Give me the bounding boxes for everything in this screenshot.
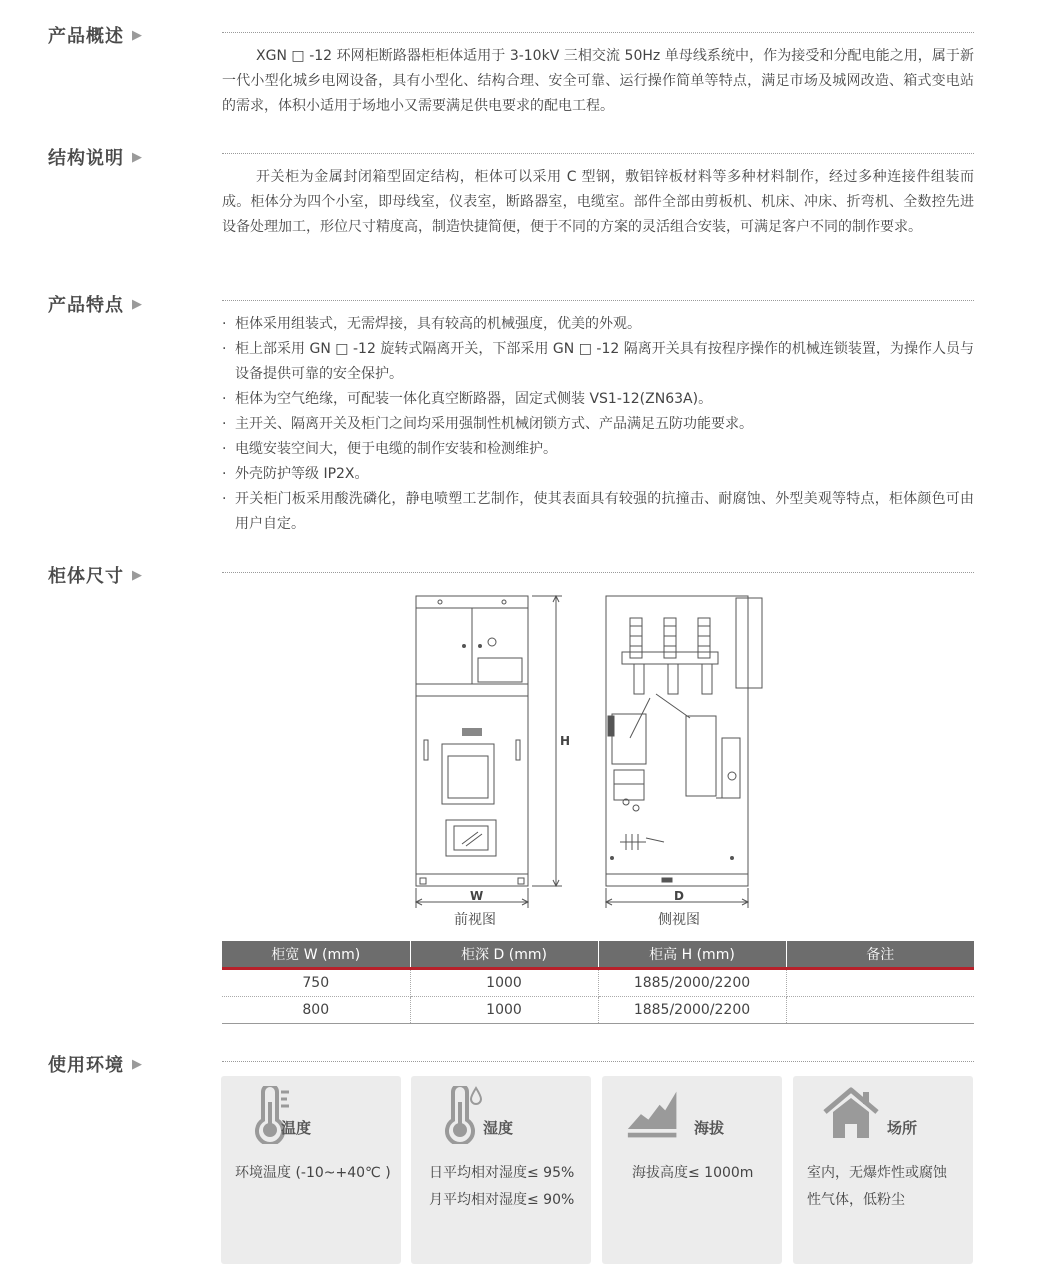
list-item: · 柜体采用组装式，无需焊接，具有较高的机械强度，优美的外观。 <box>222 316 641 332</box>
front-view-drawing <box>416 596 562 908</box>
divider <box>222 153 974 154</box>
chevron-right-icon: ▶ <box>132 1056 143 1072</box>
list-item: · 柜体为空气绝缘，可配装一体化真空断路器，固定式侧装 VS1-12(ZN63A)。 <box>222 391 713 407</box>
table-row <box>222 969 974 997</box>
env-card-label: 湿度 <box>483 1119 514 1137</box>
table-cell: 1000 <box>410 969 598 997</box>
section-title-text: 结构说明 <box>48 148 124 169</box>
features-list <box>222 312 974 537</box>
env-card-temperature <box>221 1076 401 1264</box>
side-view-caption: 侧视图 <box>658 912 700 928</box>
env-card-altitude <box>602 1076 782 1264</box>
table-header-cell: 柜高 H (mm) <box>598 941 786 969</box>
house-icon <box>823 1086 883 1144</box>
list-item: · 主开关、隔离开关及柜门之间均采用强制性机械闭锁方式、产品满足五防功能要求。 <box>222 416 753 432</box>
env-card-value: 环境温度 (-10~+40℃ ) <box>235 1165 391 1181</box>
env-card-value: 海拔高度≤ 1000m <box>632 1165 754 1181</box>
dimensions-table <box>222 941 974 1024</box>
section-title-text: 产品概述 <box>48 26 124 47</box>
divider <box>222 1061 974 1062</box>
section-title-environment <box>48 1051 143 1077</box>
cabinet-drawing <box>400 588 780 933</box>
section-title-dimensions <box>48 562 143 588</box>
list-item: · 柜上部采用 GN □ -12 旋转式隔离开关，下部采用 GN □ -12 隔离开关具有按程序操作的机械连锁装置，为操作人员与设备提供可靠的安全保护。 <box>222 341 974 382</box>
dimension-label-d: D <box>674 889 684 903</box>
table-cell: 1885/2000/2200 <box>598 969 786 997</box>
section-title-overview <box>48 22 143 48</box>
section-title-text: 柜体尺寸 <box>48 566 124 587</box>
humidity-icon <box>429 1086 489 1144</box>
env-card-label: 温度 <box>281 1119 312 1137</box>
chevron-right-icon: ▶ <box>132 296 143 312</box>
list-item: · 开关柜门板采用酸洗磷化，静电喷塑工艺制作，使其表面具有较强的抗撞击、耐腐蚀、外型美观等特点，柜体颜色可由用户自定。 <box>222 491 974 532</box>
front-view-caption: 前视图 <box>454 912 496 928</box>
env-card-value: 室内，无爆炸性或腐蚀 性气体，低粉尘 <box>807 1165 947 1208</box>
table-cell: 750 <box>222 969 410 997</box>
chevron-right-icon: ▶ <box>132 27 143 43</box>
mountain-icon <box>626 1086 682 1144</box>
table-cell: 1885/2000/2200 <box>598 997 786 1024</box>
divider <box>222 572 974 573</box>
chevron-right-icon: ▶ <box>132 567 143 583</box>
env-card-humidity <box>411 1076 591 1264</box>
env-card-label: 场所 <box>887 1119 918 1137</box>
list-item: · 外壳防护等级 IP2X。 <box>222 466 369 482</box>
overview-paragraph: XGN □ -12 环网柜断路器柜柜体适用于 3-10kV 三相交流 50Hz 单母线系统中，作为接受和分配电能之用，属于新一代小型化城乡电网设备，具有小型化、结构合理、安全可靠、运行操作简单等特点，满足市场及城网改造、箱式变电站的需求，体积小适用于场地小又需要满足供电要求的配电工程。 <box>222 48 974 114</box>
section-title-structure <box>48 144 143 170</box>
table-cell <box>786 997 974 1024</box>
structure-paragraph: 开关柜为金属封闭箱型固定结构，柜体可以采用 C 型钢，敷铝锌板材料等多种材料制作，经过多种连接件组装而成。柜体分为四个小室，即母线室，仪表室，断路器室，电缆室。部件全部由剪板机、机床、冲床、折弯机、全数控先进设备处理加工，形位尺寸精度高，制造快捷简便，便于不同的方案的灵活组合安装，可满足客户不同的制作要求。 <box>222 169 974 235</box>
table-header-cell: 备注 <box>786 941 974 969</box>
table-cell: 800 <box>222 997 410 1024</box>
dimension-label-h: H <box>560 734 571 748</box>
side-view-drawing <box>606 596 762 908</box>
dimension-label-w: W <box>470 889 484 903</box>
table-cell: 1000 <box>410 997 598 1024</box>
section-title-features <box>48 291 143 317</box>
chevron-right-icon: ▶ <box>132 149 143 165</box>
divider <box>222 300 974 301</box>
divider <box>222 32 974 33</box>
section-title-text: 使用环境 <box>48 1055 124 1076</box>
env-card-value: 日平均相对湿度≤ 95% 月平均相对湿度≤ 90% <box>429 1165 575 1208</box>
table-row <box>222 997 974 1024</box>
section-title-text: 产品特点 <box>48 295 124 316</box>
table-header-cell: 柜宽 W (mm) <box>222 941 410 969</box>
table-header-row <box>222 941 974 969</box>
list-item: · 电缆安装空间大，便于电缆的制作安装和检测维护。 <box>222 441 557 457</box>
table-header-cell: 柜深 D (mm) <box>410 941 598 969</box>
env-card-label: 海拔 <box>694 1119 725 1137</box>
table-cell <box>786 969 974 997</box>
env-card-location <box>793 1076 973 1264</box>
